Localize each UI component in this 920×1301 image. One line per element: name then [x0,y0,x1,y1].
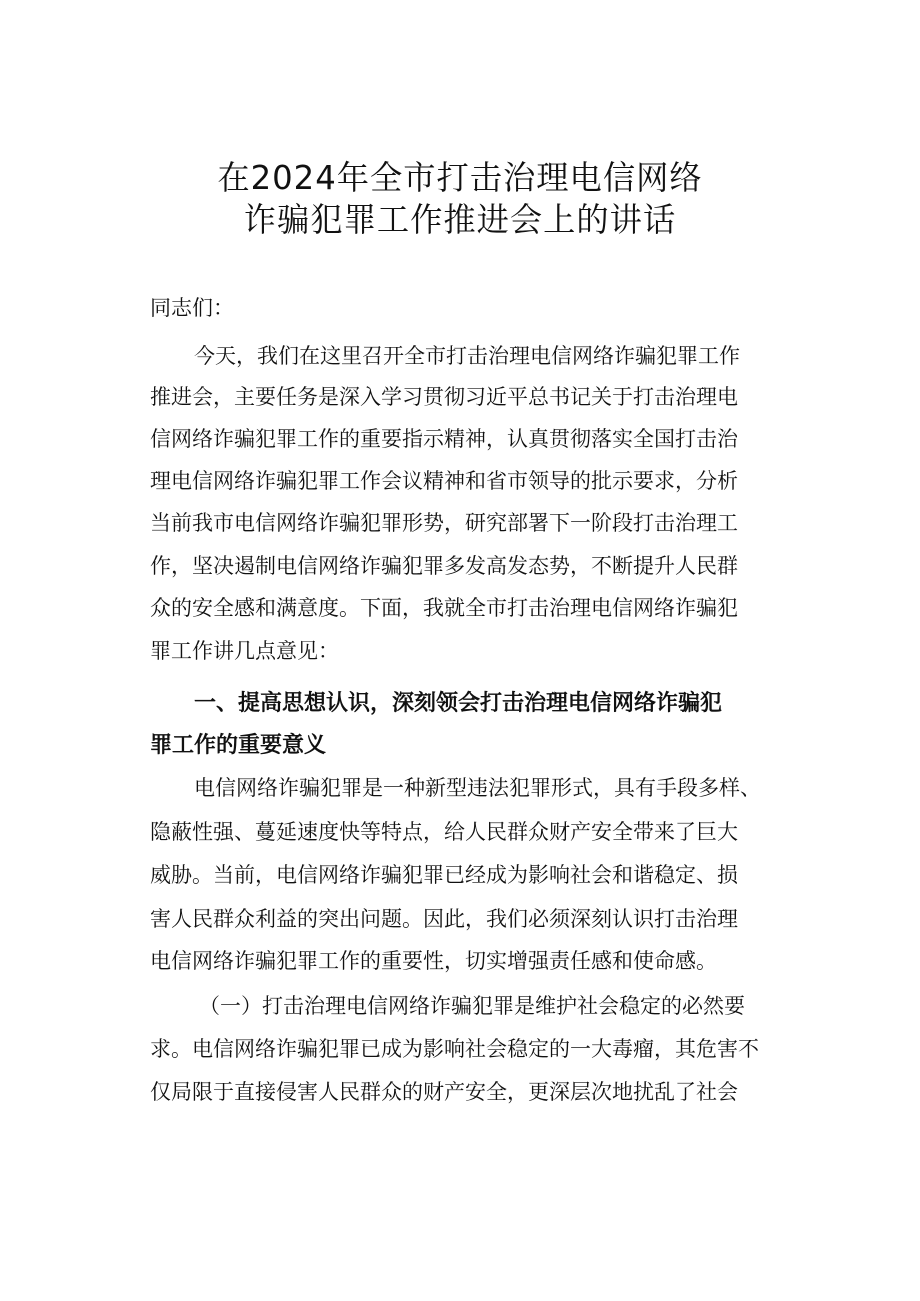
paragraph-1-line: 众的安全感和满意度。下面，我就全市打击治理电信网络诈骗犯 [150,596,738,620]
paragraph-1-line: 今天，我们在这里召开全市打击治理电信网络诈骗犯罪工作 [194,344,740,368]
paragraph-1-line: 罪工作讲几点意见： [150,639,339,663]
paragraph-1-line: 理电信网络诈骗犯罪工作会议精神和省市领导的批示要求，分析 [150,469,738,493]
paragraph-3-line: 求。电信网络诈骗犯罪已成为影响社会稳定的一大毒瘤，其危害不 [150,1037,759,1061]
paragraph-2-line: 电信网络诈骗犯罪工作的重要性，切实增强责任感和使命感。 [150,949,717,973]
paragraph-3-line: （一）打击治理电信网络诈骗犯罪是维护社会稳定的必然要 [199,994,745,1018]
paragraph-1-line: 作，坚决遏制电信网络诈骗犯罪多发高发态势，不断提升人民群 [150,554,738,578]
paragraph-3-line: 仅局限于直接侵害人民群众的财产安全，更深层次地扰乱了社会 [150,1080,738,1104]
paragraph-1-line: 推进会，主要任务是深入学习贯彻习近平总书记关于打击治理电 [150,385,738,409]
document-title-line-1: 在2024年全市打击治理电信网络 [217,158,703,197]
section-heading-1-line: 一、提高思想认识，深刻领会打击治理电信网络诈骗犯 [194,691,723,716]
paragraph-2-line: 电信网络诈骗犯罪是一种新型违法犯罪形式，具有手段多样、 [194,776,761,800]
section-heading-1-line: 罪工作的重要意义 [150,733,327,758]
document-title-line-2: 诈骗犯罪工作推进会上的讲话 [243,200,677,239]
paragraph-2-line: 威胁。当前，电信网络诈骗犯罪已经成为影响社会和谐稳定、损 [150,863,738,887]
paragraph-1-line: 信网络诈骗犯罪工作的重要指示精神，认真贯彻落实全国打击治 [150,427,738,451]
paragraph-1-line: 当前我市电信网络诈骗犯罪形势，研究部署下一阶段打击治理工 [150,511,738,535]
salutation: 同志们： [150,296,234,320]
paragraph-2-line: 隐蔽性强、蔓延速度快等特点，给人民群众财产安全带来了巨大 [150,820,738,844]
paragraph-2-line: 害人民群众利益的突出问题。因此，我们必须深刻认识打击治理 [150,907,738,931]
